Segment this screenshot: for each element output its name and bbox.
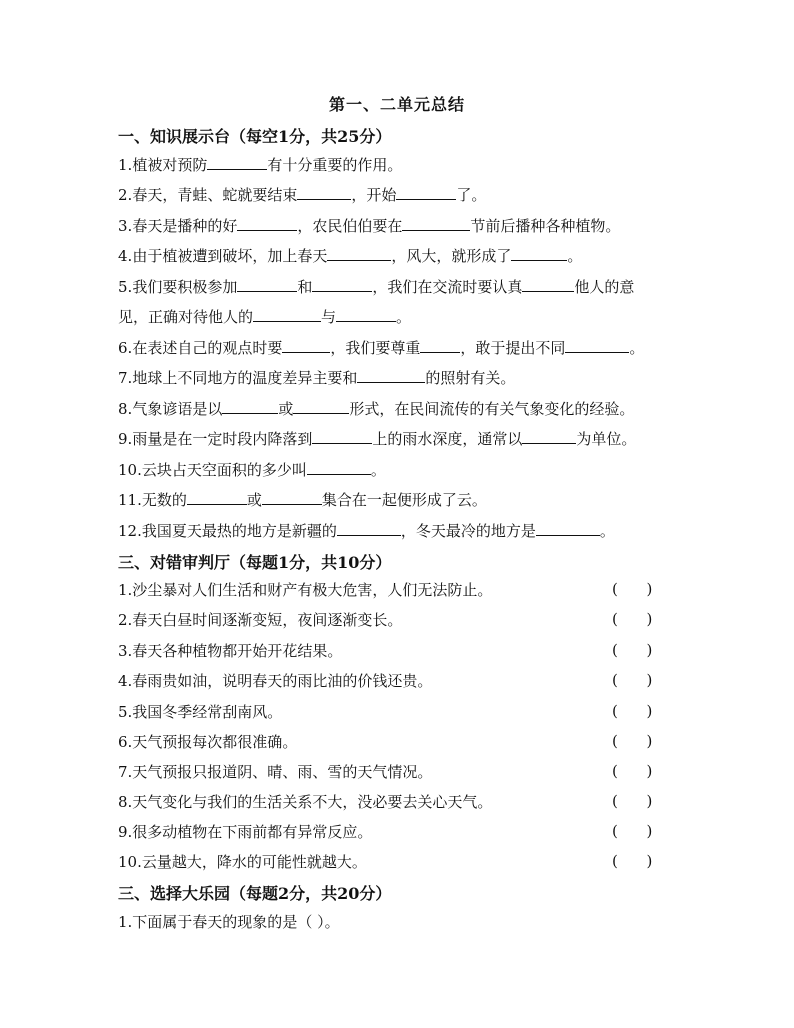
answer-blank[interactable]: [307, 460, 371, 475]
answer-blank[interactable]: [420, 338, 460, 353]
answer-blank[interactable]: [282, 338, 330, 353]
tf-item-2: 2.春天白昼时间逐渐变短，夜间逐渐变长。: [118, 611, 403, 629]
tf-item-1: 1.沙尘暴对人们生活和财产有极大危害，人们无法防止。: [118, 581, 493, 599]
answer-blank[interactable]: [312, 429, 372, 444]
fill-item-4: 4.由于植被遭到破坏，加上春天 ，风大，就形成了 。: [118, 247, 583, 265]
answer-blank[interactable]: [327, 246, 391, 261]
answer-bracket[interactable]: ( ): [612, 852, 653, 870]
tf-item-8: 8.天气变化与我们的生活关系不大，没必要去关心天气。: [118, 793, 493, 811]
fill-item-10: 10.云块占天空面积的多少叫 。: [118, 461, 386, 479]
answer-blank[interactable]: [312, 277, 372, 292]
answer-blank[interactable]: [293, 399, 349, 414]
fill-item-3: 3.春天是播种的好 ，农民伯伯要在 节前后播种各种植物。: [118, 217, 621, 235]
answer-blank[interactable]: [396, 185, 456, 200]
choice-item-1: 1.下面属于春天的现象的是（ ）。: [118, 913, 340, 931]
tf-item-7: 7.天气预报只报道阴、晴、雨、雪的天气情况。: [118, 763, 433, 781]
answer-bracket[interactable]: ( ): [612, 822, 653, 840]
answer-blank[interactable]: [253, 307, 321, 322]
fill-item-8: 8.气象谚语是以 或 形式，在民间流传的有关气象变化的经验。: [118, 400, 635, 418]
answer-bracket[interactable]: ( ): [612, 641, 653, 659]
answer-blank[interactable]: [222, 399, 278, 414]
fill-item-9: 9.雨量是在一定时段内降落到 上的雨水深度，通常以 为单位。: [118, 430, 637, 448]
answer-bracket[interactable]: ( ): [612, 792, 653, 810]
page-title: 第一、二单元总结: [328, 95, 465, 114]
answer-bracket[interactable]: ( ): [612, 671, 653, 689]
fill-item-1: 1.植被对预防 有十分重要的作用。: [118, 156, 403, 174]
section-heading-knowledge: 一、知识展示台（每空1分，共25分）: [118, 127, 392, 146]
answer-blank[interactable]: [297, 185, 351, 200]
tf-item-4: 4.春雨贵如油，说明春天的雨比油的价钱还贵。: [118, 672, 433, 690]
fill-item-5: 5.我们要积极参加 和 ，我们在交流时要认真 他人的意: [118, 278, 635, 296]
section-heading-multiple-choice: 三、选择大乐园（每题2分，共20分）: [118, 884, 392, 903]
answer-blank[interactable]: [237, 216, 297, 231]
section-heading-true-false: 三、对错审判厅（每题1分，共10分）: [118, 553, 392, 572]
fill-item-5-cont: 见，正确对待他人的 与 。: [118, 308, 412, 326]
fill-item-12: 12.我国夏天最热的地方是新疆的 ，冬天最冷的地方是 。: [118, 522, 615, 540]
answer-blank[interactable]: [357, 368, 425, 383]
fill-item-2: 2.春天，青蛙、蛇就要结束 ，开始 了。: [118, 186, 487, 204]
answer-blank[interactable]: [336, 307, 396, 322]
answer-bracket[interactable]: ( ): [612, 610, 653, 628]
answer-bracket[interactable]: ( ): [612, 762, 653, 780]
answer-blank[interactable]: [337, 521, 401, 536]
fill-item-11: 11.无数的 或 集合在一起便形成了云。: [118, 491, 487, 509]
answer-blank[interactable]: [536, 521, 600, 536]
answer-blank[interactable]: [565, 338, 629, 353]
fill-item-6: 6.在表述自己的观点时要 ，我们要尊重 ，敢于提出不同 。: [118, 339, 645, 357]
tf-item-10: 10.云量越大，降水的可能性就越大。: [118, 853, 367, 871]
answer-blank[interactable]: [207, 155, 267, 170]
answer-blank[interactable]: [187, 490, 247, 505]
tf-item-6: 6.天气预报每次都很准确。: [118, 733, 298, 751]
fill-item-7: 7.地球上不同地方的温度差异主要和 的照射有关。: [118, 369, 516, 387]
answer-blank[interactable]: [522, 429, 576, 444]
answer-blank[interactable]: [511, 246, 567, 261]
answer-bracket[interactable]: ( ): [612, 732, 653, 750]
answer-bracket[interactable]: ( ): [612, 702, 653, 720]
answer-blank[interactable]: [402, 216, 470, 231]
answer-blank[interactable]: [237, 277, 297, 292]
tf-item-3: 3.春天各种植物都开始开花结果。: [118, 642, 343, 660]
tf-item-9: 9.很多动植物在下雨前都有异常反应。: [118, 823, 373, 841]
answer-bracket[interactable]: ( ): [612, 580, 653, 598]
tf-item-5: 5.我国冬季经常刮南风。: [118, 703, 283, 721]
answer-blank[interactable]: [522, 277, 574, 292]
answer-blank[interactable]: [262, 490, 322, 505]
